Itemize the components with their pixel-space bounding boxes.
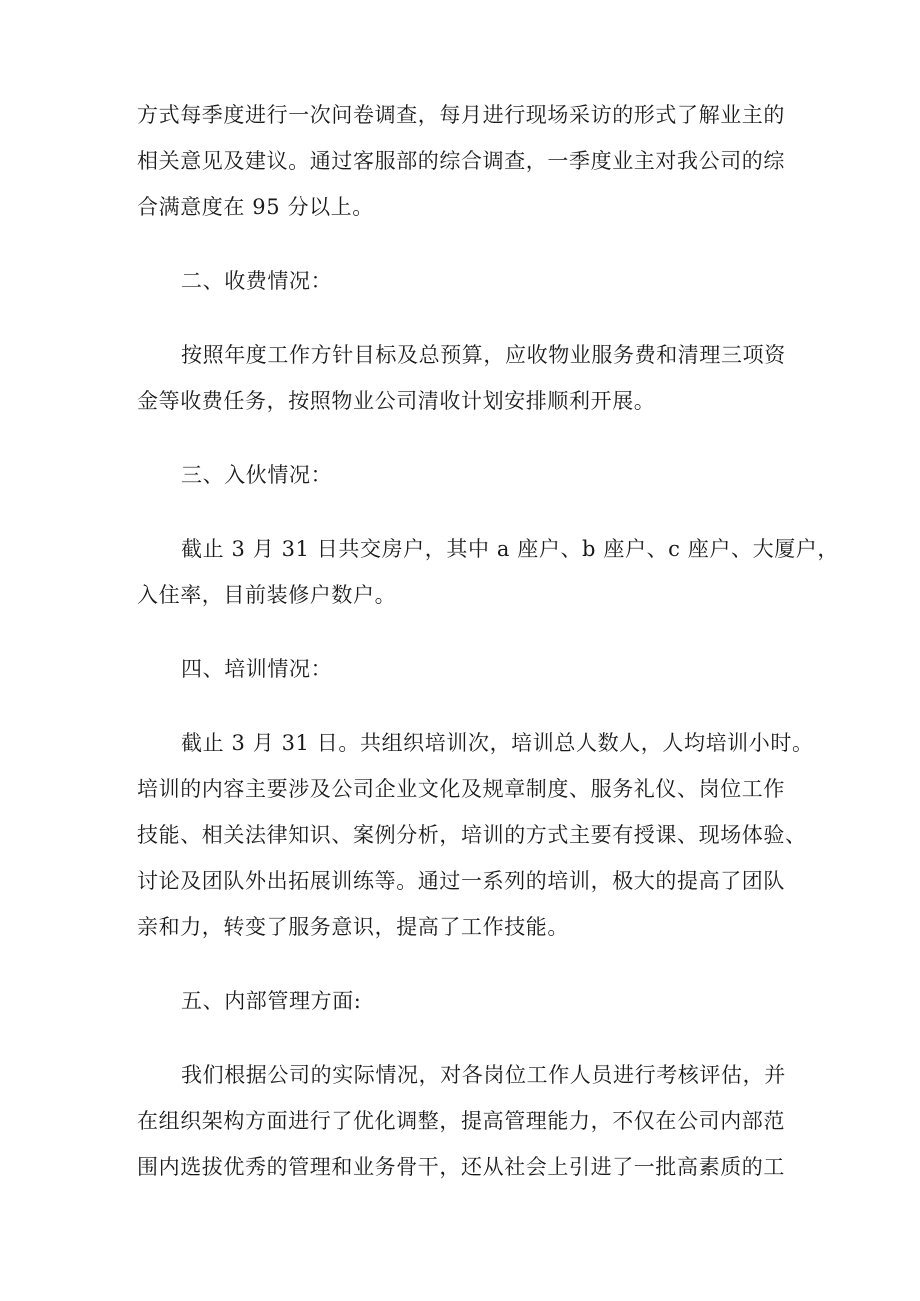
- text-line: 合满意度在 95 分以上。: [137, 195, 374, 219]
- text-line: 截止 3 月 31 日。共组织培训次，培训总人数人，人均培训小时。: [181, 731, 814, 755]
- text-line: 围内选拔优秀的管理和业务骨干，还从社会上引进了一批高素质的工: [137, 1155, 785, 1179]
- section-heading-move-in: [137, 452, 797, 498]
- section-heading-internal-management: [137, 978, 797, 1024]
- heading-text: 四、培训情况：: [181, 657, 333, 681]
- heading-text: 三、入伙情况：: [181, 463, 333, 487]
- text-line: 我们根据公司的实际情况，对各岗位工作人员进行考核评估，并: [181, 1063, 786, 1087]
- text-line: 金等收费任务，按照物业公司清收计划安排顺利开展。: [137, 389, 656, 413]
- text-line: 讨论及团队外出拓展训练等。通过一系列的培训，极大的提高了团队: [137, 869, 785, 893]
- document-body: [137, 92, 840, 1218]
- text-line: 技能、相关法律知识、案例分析，培训的方式主要有授课、现场体验、: [137, 823, 807, 847]
- section-heading-fees: [137, 258, 797, 304]
- text-line: 相关意见及建议。通过客服部的综合调查，一季度业主对我公司的综: [137, 149, 785, 173]
- text-line: 入住率，目前装修户数户。: [137, 583, 397, 607]
- heading-text: 二、收费情况：: [181, 269, 333, 293]
- section-heading-training: [137, 646, 797, 692]
- text-line: 按照年度工作方针目标及总预算，应收物业服务费和清理三项资: [181, 343, 786, 367]
- text-line: 方式每季度进行一次问卷调查，每月进行现场采访的形式了解业主的: [137, 103, 785, 127]
- paragraph-survey: [137, 92, 797, 230]
- text-line: 在组织架构方面进行了优化调整，提高管理能力，不仅在公司内部范: [137, 1109, 785, 1133]
- paragraph-internal-management: [137, 1052, 797, 1190]
- paragraph-fees: [137, 332, 797, 424]
- heading-text: 五、内部管理方面:: [181, 989, 362, 1013]
- paragraph-training: [137, 720, 814, 950]
- paragraph-move-in: [137, 526, 840, 618]
- text-line: 截止 3 月 31 日共交房户，其中 a 座户、b 座户、c 座户、大厦户，: [181, 537, 840, 561]
- text-line: 亲和力，转变了服务意识，提高了工作技能。: [137, 915, 569, 939]
- text-line: 培训的内容主要涉及公司企业文化及规章制度、服务礼仪、岗位工作: [137, 777, 785, 801]
